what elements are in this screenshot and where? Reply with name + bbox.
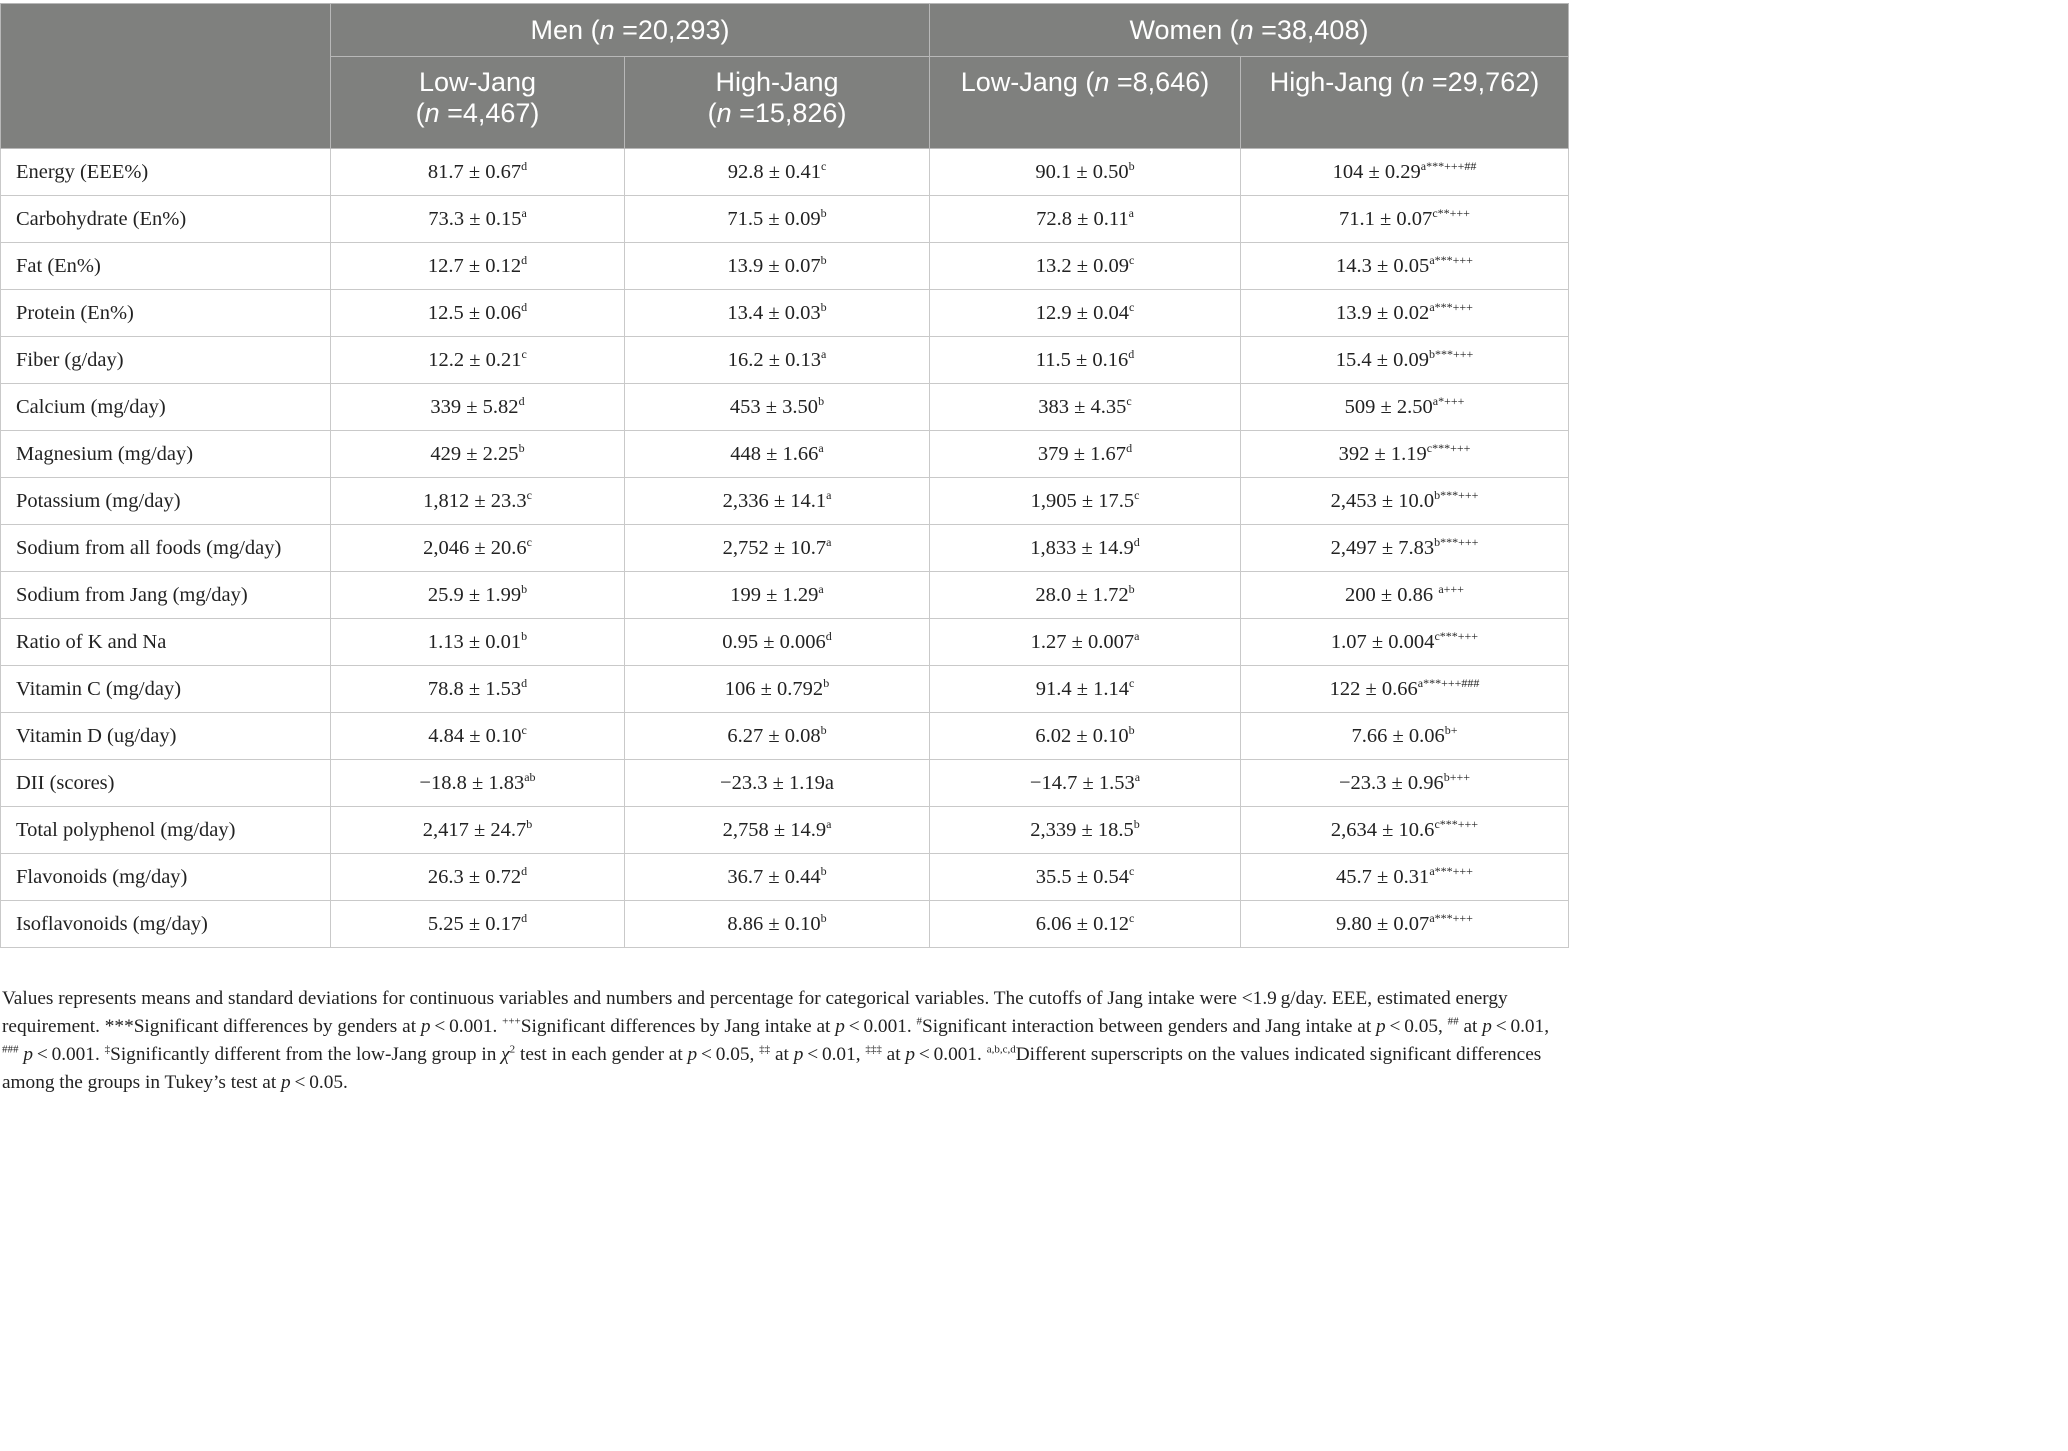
cell-superscript: b [518,440,525,455]
table-cell [930,854,1241,901]
cell-value: −14.7 ± 1.53 [1029,771,1135,794]
cell-value: 13.2 ± 0.09 [1035,254,1129,277]
cell-value: 71.5 ± 0.09 [727,207,821,230]
header-men-high-jang: High-Jang (n =15,826) [625,57,930,149]
table-cell [625,572,930,619]
row-label: Fiber (g/day) [1,337,331,384]
cell-value: 81.7 ± 0.67 [427,160,522,183]
table-cell [331,807,625,854]
cell-superscript: c [1128,910,1135,925]
table-row [1,243,1569,290]
cell-value: −23.3 ± 1.19a [720,771,834,794]
cell-value: 12.7 ± 0.12 [427,254,522,277]
table-cell [930,572,1241,619]
cell-value: 2,339 ± 18.5 [1030,818,1134,841]
table-row [1,713,1569,760]
cell-superscript: b [521,628,528,643]
table-row [1,525,1569,572]
cell-superscript: b [1128,722,1135,737]
table-cell [930,760,1241,807]
table-cell [1241,572,1569,619]
cell-value: 0.95 ± 0.006 [722,630,826,653]
cell-superscript: b [526,816,533,831]
cell-value: 14.3 ± 0.05 [1336,254,1430,277]
cell-superscript: a***+++## [1420,158,1477,173]
table-row [1,384,1569,431]
table-cell [625,478,930,525]
cell-superscript: a*+++ [1432,393,1465,408]
cell-value: 1.07 ± 0.004 [1330,630,1435,653]
table-cell [331,572,625,619]
cell-value: 104 ± 0.29 [1332,160,1421,183]
cell-superscript: b [820,910,827,925]
row-label: Fat (En%) [1,243,331,290]
row-label: Sodium from Jang (mg/day) [1,572,331,619]
cell-superscript: b [823,675,830,690]
cell-superscript: c [1126,393,1132,408]
cell-value: 25.9 ± 1.99 [427,583,522,606]
table-row [1,901,1569,948]
cell-value: 92.8 ± 0.41 [727,160,821,183]
cell-superscript: d [521,863,528,878]
table-cell [331,384,625,431]
table-cell [930,525,1241,572]
cell-value: 13.9 ± 0.02 [1336,301,1430,324]
row-label: Magnesium (mg/day) [1,431,331,478]
table-cell [1241,760,1569,807]
table-row [1,478,1569,525]
table-cell [930,619,1241,666]
table-cell [331,149,625,196]
cell-superscript: d [825,628,832,643]
cell-superscript: a [820,346,827,361]
cell-superscript: b [521,581,528,596]
table-cell [930,901,1241,948]
cell-value: 15.4 ± 0.09 [1335,348,1429,371]
cell-superscript: b***+++ [1428,346,1474,361]
cell-value: 90.1 ± 0.50 [1035,160,1129,183]
cell-superscript: d [521,252,528,267]
table-cell [625,337,930,384]
table-row [1,619,1569,666]
cell-superscript: a [826,487,832,502]
cell-superscript: c [820,158,827,173]
cell-value: 13.9 ± 0.07 [727,254,821,277]
cell-value: 45.7 ± 0.31 [1336,865,1430,888]
cell-value: 11.5 ± 0.16 [1035,348,1129,371]
table-row [1,807,1569,854]
table-header [1,4,1569,149]
table-cell [331,760,625,807]
cell-superscript: d [1133,534,1140,549]
cell-superscript: c [521,722,527,737]
table-cell [331,713,625,760]
table-cell [331,619,625,666]
cell-superscript: a***+++### [1417,675,1480,690]
row-label: Sodium from all foods (mg/day) [1,525,331,572]
table-cell [331,196,625,243]
table-cell [1241,807,1569,854]
table-cell [930,666,1241,713]
cell-value: 429 ± 2.25 [430,442,519,465]
table-cell [331,478,625,525]
cell-value: 26.3 ± 0.72 [427,865,522,888]
table-row [1,149,1569,196]
cell-superscript: a***+++ [1429,910,1473,925]
cell-value: 16.2 ± 0.13 [727,348,821,371]
cell-superscript: b***+++ [1434,534,1479,549]
table-cell [625,619,930,666]
cell-value: 453 ± 3.50 [729,395,819,418]
cell-value: 1.27 ± 0.007 [1030,630,1135,653]
cell-value: 2,417 ± 24.7 [422,818,527,841]
table-cell [331,525,625,572]
table-cell [1241,619,1569,666]
cell-value: 122 ± 0.66 [1329,677,1418,700]
table-cell [930,337,1241,384]
cell-superscript: b [820,863,827,878]
table-cell [930,478,1241,525]
table-row [1,196,1569,243]
cell-superscript: b+++ [1443,769,1471,784]
table-cell [625,807,930,854]
cell-superscript: c [1128,299,1135,314]
table-row [1,666,1569,713]
table-cell [625,431,930,478]
row-label: Carbohydrate (En%) [1,196,331,243]
cell-value: 4.84 ± 0.10 [428,724,522,747]
table-cell [1241,384,1569,431]
row-label: Energy (EEE%) [1,149,331,196]
cell-superscript: b***+++ [1434,487,1479,502]
cell-value: 12.2 ± 0.21 [428,348,522,371]
table-cell [930,431,1241,478]
cell-superscript: c [1128,252,1135,267]
table-cell [1241,290,1569,337]
table-cell [930,713,1241,760]
table-cell [930,384,1241,431]
table-cell [625,149,930,196]
cell-value: 448 ± 1.66 [730,442,819,465]
cell-superscript: a [818,440,824,455]
table-cell [331,290,625,337]
cell-value: 73.3 ± 0.15 [428,207,522,230]
cell-superscript: a [826,816,832,831]
cell-value: 106 ± 0.792 [724,677,824,700]
cell-value: −23.3 ± 0.96 [1338,771,1444,794]
row-label: Total polyphenol (mg/day) [1,807,331,854]
table-cell [1241,713,1569,760]
cell-superscript: a [1134,628,1140,643]
row-label: DII (scores) [1,760,331,807]
cell-value: 1.13 ± 0.01 [427,630,522,653]
cell-value: 72.8 ± 0.11 [1036,207,1129,230]
table-cell [1241,149,1569,196]
table-cell [625,384,930,431]
cell-superscript: d [518,393,525,408]
cell-superscript: b [1133,816,1140,831]
table-cell [331,337,625,384]
cell-value: 6.06 ± 0.12 [1035,912,1129,935]
cell-superscript: c [526,487,532,502]
row-label: Flavonoids (mg/day) [1,854,331,901]
row-label: Vitamin D (ug/day) [1,713,331,760]
table-cell [1241,431,1569,478]
row-label: Calcium (mg/day) [1,384,331,431]
cell-superscript: b [820,205,827,220]
cell-superscript: b [818,393,825,408]
table-body [1,149,1569,948]
cell-superscript: d [521,675,528,690]
nutrient-intake-table [0,3,1569,948]
cell-superscript: a [1128,205,1134,220]
table-cell [625,666,930,713]
table-cell [331,243,625,290]
cell-superscript: d [521,158,528,173]
header-corner [1,4,331,149]
cell-value: 8.86 ± 0.10 [727,912,821,935]
cell-value: 91.4 ± 1.14 [1035,677,1129,700]
table-cell [1241,666,1569,713]
cell-superscript: c***+++ [1434,628,1479,643]
table-cell [930,290,1241,337]
cell-value: 12.5 ± 0.06 [427,301,522,324]
table-cell [625,760,930,807]
header-women: Women (n =38,408) [930,4,1569,57]
row-label: Ratio of K and Na [1,619,331,666]
cell-superscript: a***+++ [1429,299,1473,314]
table-cell [930,807,1241,854]
header-men-low-jang: Low-Jang (n =4,467) [331,57,625,149]
cell-value: 9.80 ± 0.07 [1336,912,1430,935]
table-cell [331,901,625,948]
table-cell [1241,337,1569,384]
cell-value: 13.4 ± 0.03 [727,301,821,324]
cell-superscript: a+++ [1438,581,1464,596]
cell-value: 339 ± 5.82 [430,395,519,418]
cell-value: 1,905 ± 17.5 [1030,489,1135,512]
cell-value: 2,046 ± 20.6 [423,536,527,559]
cell-value: −18.8 ± 1.83 [419,771,525,794]
table-cell [1241,901,1569,948]
cell-superscript: b [820,299,827,314]
cell-value: 71.1 ± 0.07 [1339,207,1433,230]
cell-superscript: c**+++ [1432,205,1470,220]
table-cell [331,431,625,478]
cell-superscript: b [1128,581,1135,596]
cell-superscript: b [1128,158,1135,173]
cell-value: 6.02 ± 0.10 [1035,724,1129,747]
cell-value: 36.7 ± 0.44 [727,865,821,888]
table-footnote: Values represents means and standard deviations for continuous variables and numbers and percentage for categorical variables. The cutoffs of Jang intake were <1.9 g/day. EEE, estimated energy requirement. ***Significant differences by genders at p < 0.001. +++Significant differences by Jang intake at p < 0.001. #Significant interaction between genders and Jang intake at p < 0.05, ## at p < 0.01, ### p < 0.001. ‡Significantly different from the low-Jang group in $\chi^2$ test in each gender at p < 0.05, ‡‡ at p < 0.01, ‡‡‡ at p < 0.001. $^{a,b,c,d}$Different superscripts on the values indicated significant differences among the groups in Tukey’s test at p < 0.05. [2,988,1550,1093]
cell-value: 2,752 ± 10.7 [722,536,827,559]
table-cell [331,666,625,713]
cell-superscript: c [1128,675,1135,690]
cell-value: 509 ± 2.50 [1344,395,1433,418]
cell-value: 379 ± 1.67 [1037,442,1127,465]
cell-superscript: d [521,910,528,925]
cell-value: 2,336 ± 14.1 [722,489,827,512]
table-cell [625,854,930,901]
cell-value: 2,497 ± 7.83 [1330,536,1435,559]
table-cell [625,243,930,290]
cell-superscript: c [1134,487,1140,502]
table-row [1,431,1569,478]
cell-superscript: a***+++ [1429,863,1473,878]
cell-value: 28.0 ± 1.72 [1035,583,1129,606]
cell-superscript: c [526,534,532,549]
cell-superscript: d [521,299,528,314]
table-cell [1241,243,1569,290]
cell-value: 2,758 ± 14.9 [722,818,827,841]
table-cell [625,196,930,243]
table-row [1,854,1569,901]
cell-superscript: b [820,722,827,737]
table-cell [930,196,1241,243]
cell-value: 392 ± 1.19 [1338,442,1427,465]
table-row [1,760,1569,807]
cell-value: 12.9 ± 0.04 [1035,301,1129,324]
cell-superscript: d [1128,346,1135,361]
cell-superscript: a [1134,769,1141,784]
cell-superscript: c***+++ [1426,440,1471,455]
table-cell [1241,854,1569,901]
cell-value: 1,833 ± 14.9 [1030,536,1134,559]
table-cell [930,243,1241,290]
table-row [1,337,1569,384]
cell-value: 2,634 ± 10.6 [1330,818,1435,841]
header-men: Men (n =20,293) [331,4,930,57]
table-row [1,572,1569,619]
cell-value: 383 ± 4.35 [1038,395,1127,418]
table-row [1,290,1569,337]
row-label: Potassium (mg/day) [1,478,331,525]
cell-value: 6.27 ± 0.08 [727,724,821,747]
cell-value: 1,812 ± 23.3 [423,489,527,512]
cell-superscript: a [521,205,527,220]
table-cell [331,854,625,901]
cell-value: 200 ± 0.86 [1345,583,1439,606]
cell-value: 78.8 ± 1.53 [427,677,522,700]
cell-value: 199 ± 1.29 [730,583,819,606]
cell-superscript: a [818,581,824,596]
header-women-high-jang: High-Jang (n =29,762) [1241,57,1569,149]
cell-value: 7.66 ± 0.06 [1351,724,1445,747]
cell-superscript: a***+++ [1429,252,1473,267]
cell-superscript: a [826,534,832,549]
table-cell [1241,478,1569,525]
cell-value: 35.5 ± 0.54 [1035,865,1129,888]
table-cell [930,149,1241,196]
cell-superscript: ab [524,769,536,784]
table-cell [625,525,930,572]
table-cell [625,290,930,337]
header-women-low-jang: Low-Jang (n =8,646) [930,57,1241,149]
table-cell [1241,196,1569,243]
row-label: Protein (En%) [1,290,331,337]
cell-value: 5.25 ± 0.17 [427,912,522,935]
cell-superscript: c***+++ [1434,816,1479,831]
cell-superscript: b [820,252,827,267]
row-label: Vitamin C (mg/day) [1,666,331,713]
table-cell [625,713,930,760]
cell-superscript: b+ [1444,722,1458,737]
cell-superscript: c [521,346,527,361]
cell-value: 2,453 ± 10.0 [1330,489,1435,512]
row-label: Isoflavonoids (mg/day) [1,901,331,948]
table-cell [625,901,930,948]
cell-superscript: c [1128,863,1135,878]
table-cell [1241,525,1569,572]
cell-superscript: d [1126,440,1133,455]
